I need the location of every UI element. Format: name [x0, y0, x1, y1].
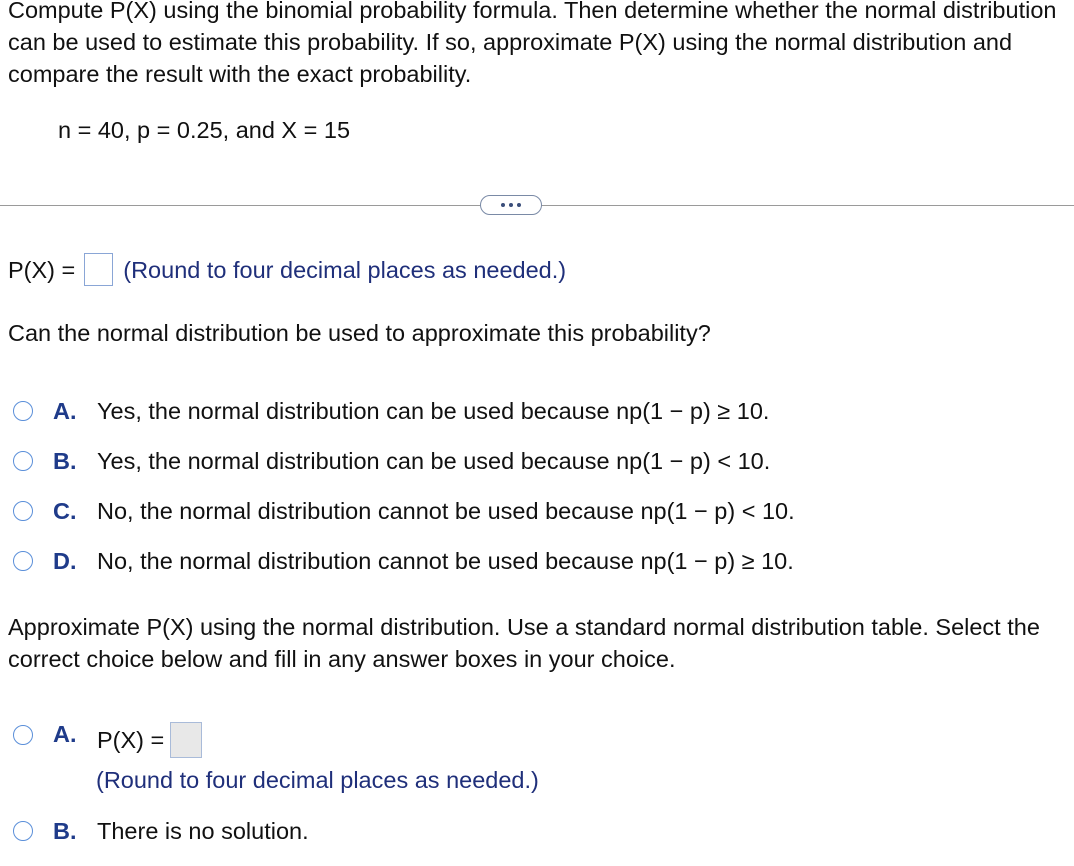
choice-letter: A. [53, 398, 77, 424]
choice-letter: B. [53, 448, 77, 474]
radio-button[interactable] [13, 501, 33, 521]
choice-text: No, the normal distribution cannot be used because np(1 − p) < 10. [97, 498, 795, 524]
problem-instructions: Compute P(X) using the binomial probability formula. Then determine whether the normal distribution can be used to estimate this probability. If so, approximate P(X) using the normal distribution and compare the result with the exact probability. [8, 0, 1057, 87]
radio-button[interactable] [13, 451, 33, 471]
choice-b-normal-ok-lt[interactable] [13, 445, 770, 477]
choice-a-approx-value[interactable] [13, 721, 539, 793]
choice-b-no-solution[interactable] [13, 815, 309, 847]
radio-button[interactable] [13, 821, 33, 841]
ellipsis-icon [517, 203, 521, 207]
ellipsis-icon [509, 203, 513, 207]
choice-text: Yes, the normal distribution can be used because np(1 − p) < 10. [97, 448, 771, 474]
choice-text: There is no solution. [97, 818, 309, 844]
exact-probability-hint: (Round to four decimal places as needed.) [123, 256, 567, 283]
choice-letter: B. [53, 818, 77, 844]
approx-probability-label: P(X) = [97, 727, 165, 753]
approx-probability-input[interactable] [170, 722, 202, 758]
approx-probability-hint: (Round to four decimal places as needed.) [96, 767, 539, 793]
radio-button[interactable] [13, 401, 33, 421]
choice-d-normal-not-ge[interactable] [13, 545, 794, 577]
ellipsis-icon [501, 203, 505, 207]
choice-letter: C. [53, 498, 77, 524]
radio-button[interactable] [13, 551, 33, 571]
exact-probability-input[interactable] [84, 253, 113, 286]
radio-button[interactable] [13, 725, 33, 745]
choice-text: Yes, the normal distribution can be used because np(1 − p) ≥ 10. [97, 398, 770, 424]
expand-problem-button[interactable] [480, 195, 542, 215]
problem-given-values: n = 40, p = 0.25, and X = 15 [58, 117, 351, 143]
exact-probability-row [8, 253, 566, 286]
normal-approx-question: Can the normal distribution be used to approximate this probability? [8, 320, 711, 346]
choice-text: No, the normal distribution cannot be used because np(1 − p) ≥ 10. [97, 548, 794, 574]
choice-a-normal-ok-ge[interactable] [13, 395, 769, 427]
choice-letter: D. [53, 548, 77, 574]
approximation-instructions: Approximate P(X) using the normal distribution. Use a standard normal distribution table. Select the correct choice below and fill in any answer boxes in your choice. [8, 614, 1040, 672]
choice-letter: A. [53, 721, 77, 747]
exact-probability-label: P(X) = [8, 256, 76, 283]
choice-c-normal-not-lt[interactable] [13, 495, 795, 527]
